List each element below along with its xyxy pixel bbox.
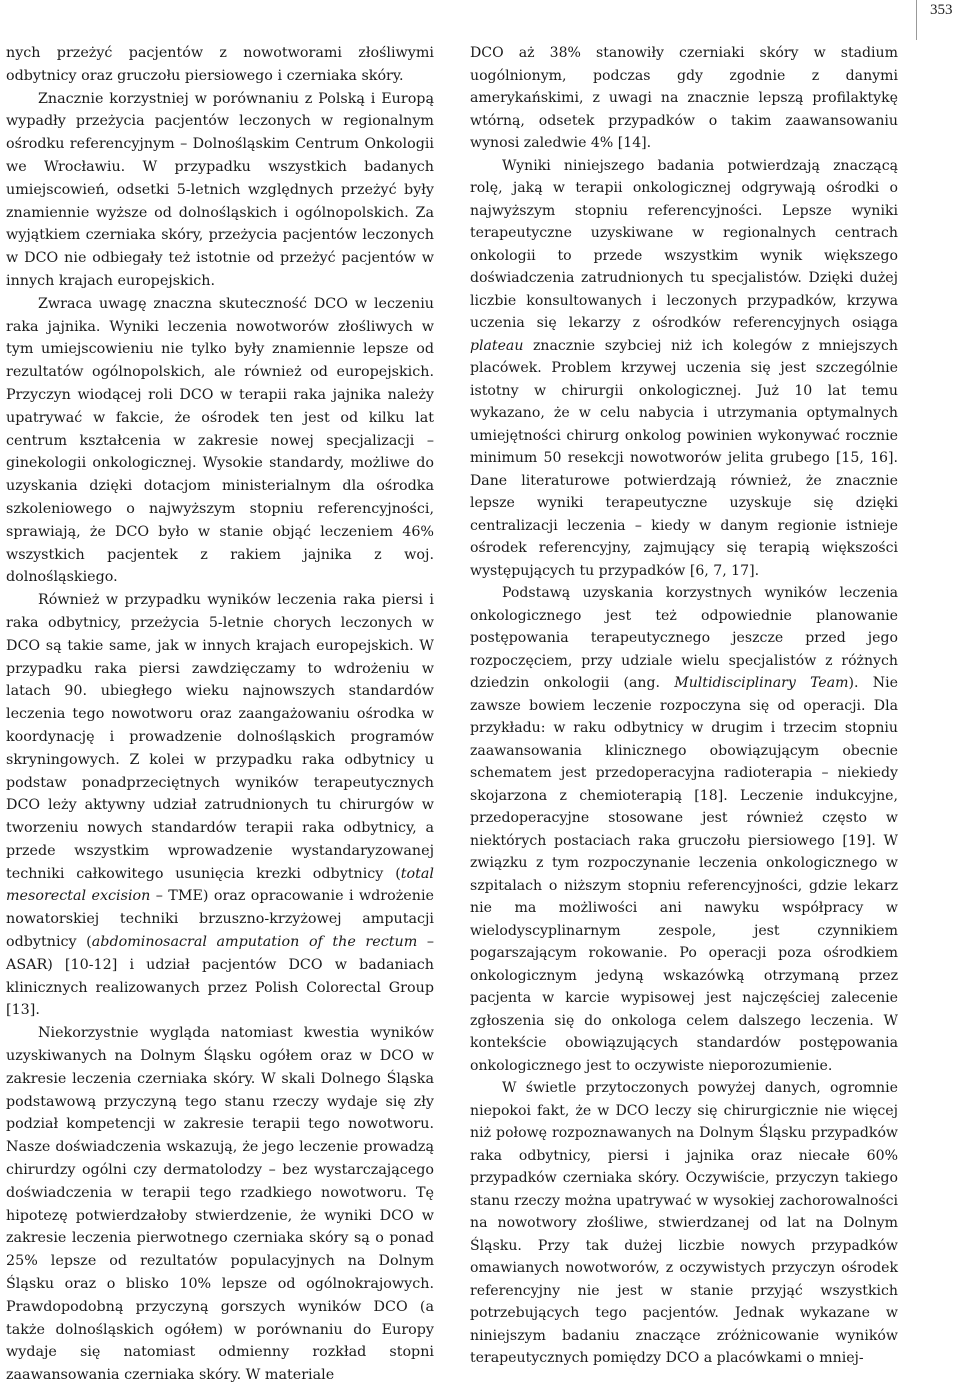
left-paragraph-2: Znacznie korzystniej w porównaniu z Polską i Europą wypadły przeżycia pacjentów leczonych w regionalnym ośrodku referencyjnym – Dolnośląskim Centrum Onkologii we Wrocławiu. W przypadku wszystkich badanych umiejscowień, odsetki 5-letnich względnych przeżyć były znamiennie wyższe od dolnośląskich i ogólnopolskich. Za wyjątkiem czerniaka skóry, przeżycia pacjentów leczonych w DCO nie odbiegały też istotnie od przeżyć pacjentów w innych krajach europejskich.	[6, 90, 434, 289]
left-paragraph-4-text-a: Również w przypadku wyników leczenia raka piersi i raka odbytnicy, przeżycia 5-letnie chorych leczonych w DCO są takie same, jak w innych krajach europejskich. W przypadku raka piersi zawdzięczamy to wdrożeniu w latach 90. ubiegłego wieku najnowszych standardów leczenia tego nowotworu oraz zaangażowaniu ośrodka w koordynację i prowadzenie dolnośląskich programów skryningowych. Z kolei w przypadku raka odbytnicy u podstaw ponadprzeciętnych wyników terapeutycznych DCO leży aktywny udział zatrudnionych tu chirurgów w tworzeniu nowych standardów terapii raka odbytnicy, a przede wszystkim wprowadzenie wystandaryzowanej techniki całkowitego usunięcia krezki odbytnicy (	[6, 592, 434, 882]
left-paragraph-4-text-b: – TME) oraz opracowanie i wdrożenie nowatorskiej techniki brzuszno-krzyżowej amputacji odbytnicy (	[6, 888, 434, 951]
left-paragraph-4-italic-1: total mesorectal excision	[6, 865, 434, 905]
right-paragraph-3	[470, 582, 898, 1077]
header-rule	[916, 0, 917, 40]
right-paragraph-1: DCO aż 38% stanowiły czerniaki skóry w stadium uogólnionym, podczas gdy zgodnie z danymi amerykańskimi, z uwagi na znacznie lepszą profilaktykę wtórną, odsetek przypadków o takim zaawansowaniu wynosi zaledwie 4% [14].	[470, 45, 898, 151]
right-column	[470, 42, 898, 1370]
right-paragraph-3-text-a: Podstawą uzyskania korzystnych wyników leczenia onkologicznego jest też odpowiednie planowanie postępowania terapeutycznego jeszcze przed jego rozpoczęciem, przy udziale wielu specjalistów z różnych dziedzin onkologii (ang.	[470, 585, 898, 691]
left-paragraph-5: Niekorzystnie wygląda natomiast kwestia wyników uzyskiwanych na Dolnym Śląsku ogółem oraz w DCO w zakresie leczenia czerniaka skóry. W skali Dolnego Śląska podstawową przyczyną tego stanu rzeczy wydaje się zły podział kompetencji w zakresie terapii tego nowotworu. Nasze doświadczenia wskazują, że jego leczenie prowadzą chirurdzy ogólni czy dermatolodzy – bez wystarczającego doświadczenia w terapii tego rzadkiego nowotworu. Tę hipotezę potwierdzałoby stwierdzenie, że wyniki DCO w zakresie leczenia pierwotnego czerniaka skóry są o ponad 25% lepsze od rezultatów populacyjnych na Dolnym Śląsku oraz o blisko 10% lepsze od ogólnokrajowych. Prawdopodobną przyczyną gorszych wyników DCO (a także dolnośląskich ogółem) w porównaniu do Europy wydaje się natomiast odmienny rozkład stopni zaawansowania czerniaka skóry. W materiale	[6, 1025, 434, 1384]
left-paragraph-4-text-c: – ASAR) [10-12] i udział pacjentów DCO w badaniach klinicznych realizowanych przez Polish Colorectal Group [13].	[6, 934, 434, 1019]
left-paragraph-1: nych przeżyć pacjentów z nowotworami złośliwymi odbytnicy oraz gruczołu piersiowego i czerniaka skóry.	[6, 45, 434, 84]
left-paragraph-4-italic-2: abdominosacral amputation of the rectum	[91, 934, 418, 951]
right-paragraph-2-text-a: Wyniki niniejszego badania potwierdzają znaczącą rolę, jaką w terapii onkologicznej odgrywają ośrodki o najwyższym stopniu referencyjności. Lepsze wyniki terapeutyczne uzyskiwane w regionalnych centrach onkologii to przede wszystkim wynik większego doświadczenia zatrudnionych tu specjalistów. Dzięki dużej liczbie konsultowanych i leczonych przypadków, krzywa uczenia się lekarzy z ośrodków referencyjnych osiąga	[470, 157, 898, 331]
page-number: 353	[930, 2, 953, 18]
right-paragraph-3-italic-1: Multidisciplinary Team	[674, 675, 849, 691]
right-paragraph-2	[470, 155, 898, 583]
left-column	[6, 42, 434, 1387]
left-paragraph-4	[6, 589, 434, 1022]
right-paragraph-2-italic-1: plateau	[470, 337, 524, 354]
right-paragraph-4: W świetle przytoczonych powyżej danych, ogromnie niepokoi fakt, że w DCO leczy się chirurgicznie nie więcej niż połowę rozpoznawanych na Dolnym Śląsku przypadków raka odbytnicy, piersi i jajnika oraz niecałe 60% przypadków czerniaka skóry. Oczywiście, przyczyn takiego stanu rzeczy można upatrywać w wysokiej zachorowalności na nowotwory złośliwe, stwierdzanej od lat na Dolnym Śląsku. Przy tak dużej liczbie nowych przypadków omawianych nowotworów, z oczywistych przyczyn ośrodek referencyjny nie jest w stanie przyjąć wszystkich potrzebujących tego pacjentów. Jednak wykazane w niniejszym badaniu znaczące zróżnicowanie wyników terapeutycznych pomiędzy DCO a placówkami o mniej-	[470, 1080, 898, 1366]
right-paragraph-3-text-b: ). Nie zawsze bowiem leczenie rozpoczyna się od operacji. Dla przykładu: w raku odbytnicy w drugim i trzecim stopniu zaawansowania klinicznego obowiązującym obecnie schematem jest przedoperacyjna radioterapia – niekiedy skojarzona z chemioterapią [18]. Leczenie indukcyjne, przedoperacyjne stosowane jest również często w niektórych postaciach raka gruczołu piersiowego [19]. W związku z tym rozpoczynanie leczenia onkologicznego w szpitalach o niższym stopniu referencyjności, gdzie lekarz nie ma możliwości ani nawyku współpracy w wielodyscyplinarnym zespole, jest czynnikiem pogarszającym rokowanie. Po operacji poza ośrodkiem onkologicznym jedyną wskazówką otrzymaną przez pacjenta w karcie wypisowej jest najczęściej zalecenie zgłoszenia się do onkologa celem dalszego leczenia. W kontekście obowiązujących standardów postępowania onkologicznego jest to oczywiste nieporozumienie.	[470, 675, 898, 1074]
right-paragraph-2-text-b: znacznie szybciej niż ich kolegów z mniejszych placówek. Problem krzywej uczenia się jest szczególnie istotny w chirurgii onkologicznej. Już 10 lat temu wykazano, że w celu nabycia i utrzymania optymalnych umiejętności chirurg onkolog powinien wykonywać rocznie minimum 50 resekcji nowotworów jelita grubego [15, 16]. Dane literaturowe potwierdzają również, że znacznie lepsze wyniki terapeutyczne uzyskuje się dzięki centralizacji leczenia – kiedy w danym regionie istnieje ośrodek referencyjny, zajmujący się terapią większości występujących tu przypadków [6, 7, 17].	[470, 337, 898, 579]
left-paragraph-3: Zwraca uwagę znaczna skuteczność DCO w leczeniu raka jajnika. Wyniki leczenia nowotworów złośliwych w tym umiejscowieniu nie tylko były znamiennie lepsze od rezultatów ogólnopolskich, ale również od europejskich. Przyczyn wiodącej roli DCO w terapii raka jajnika należy upatrywać w fakcie, że ośrodek ten jest od kilku lat centrum kształcenia w zakresie nowej specjalizacji – ginekologii onkologicznej. Wysokie standardy, możliwe do uzyskania dzięki dotacjom ministerialnym dla ośrodka szkoleniowego o najwyższym stopniu referencyjności, sprawiają, że DCO było w stanie objąć leczeniem 46% wszystkich pacjentek z rakiem jajnika z woj. dolnośląskiego.	[6, 295, 434, 586]
